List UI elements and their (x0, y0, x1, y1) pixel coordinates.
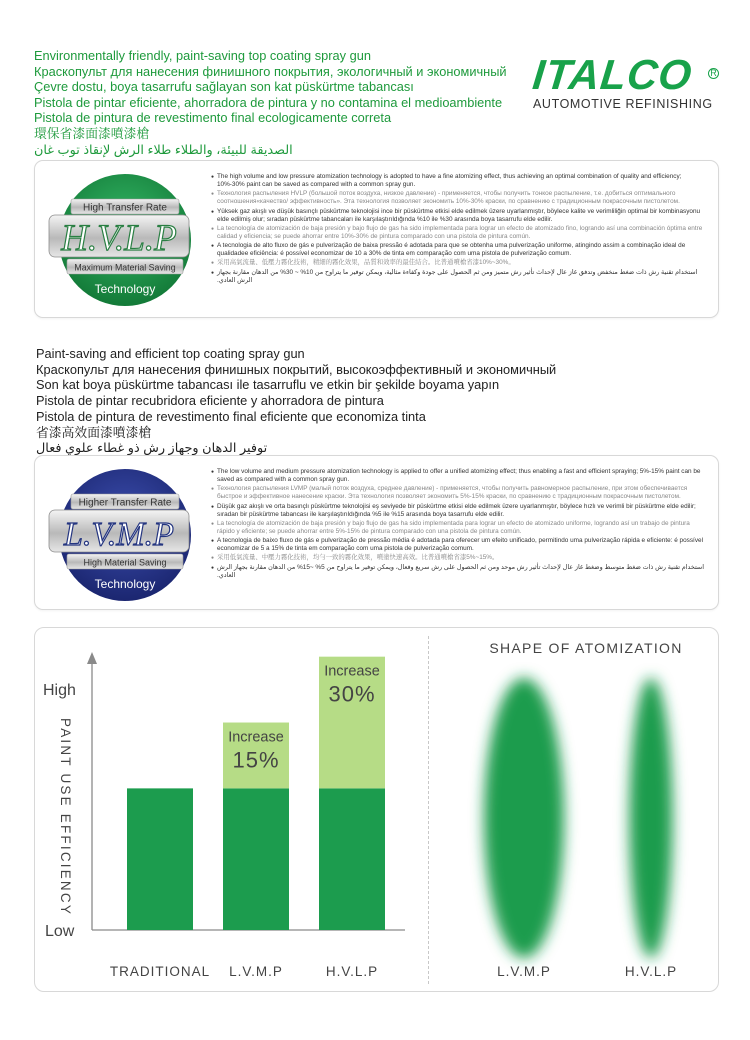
hvlp-badge-top: High Transfer Rate (83, 202, 167, 214)
bullet-tr: ● Yüksek gaz akışlı ve düşük basınçlı püskürtme teknolojisi ince bir püskürtme etkisi elde edilmek üzere uyarlanmıştır, böylece kalite ve verimliliğin optimal bir kombinasyonu elde edilmiş olur; sıradan püskürtme tabancaları ile karşılaştırıldığında %10 ile %30 arasında boya tasarrufu elde edilir. (211, 208, 709, 224)
heading-ru: Краскопульт для нанесения финишных покрытий, высокоэффективный и экономичный (36, 361, 557, 377)
bullet-pt: ● A tecnologia de alto fluxo de gás e pulverização de baixa pressão é adotada para que se obtenha uma pulverização uniforme, atingindo assim a combinação ideal de qualidadee eficiência: é possível economizar de 10 a 30% de tinta em comparação com uma pistola de pulverização comum. (211, 242, 709, 258)
heading-zh: 環保省漆面漆噴漆槍 (34, 125, 150, 141)
bullet-tr: ● Düşük gaz akışlı ve orta basınçlı püskürtme teknolojisi eş seviyede bir püskürtme etkisi elde edilmek üzere uyarlanmıştır, böylece hızlı ve verimli bir püskürtme elde edilir; sıradan bir püskürtme tabancası ile karşılaştırıldığında %5 ile %15 arasında boya tasarrufu elde edilir. (211, 503, 709, 519)
heading-ar: توفير الدهان وجهاز رش ذو غطاء علوي فعال (36, 440, 268, 456)
bullet-es: ● La tecnología de atomización de baja presión y bajo flujo de gas ha sido implementada para lograr un efecto de atomizado fino, logrando así una combinación óptima entre calidad y eficiencia; se puede ahorrar entre 10%-30% de pintura comparado con una pistola de pintura común. (211, 225, 709, 241)
lvmp-bullets (211, 468, 709, 581)
lvmp-badge-top: Higher Transfer Rate (78, 497, 172, 509)
hvlp-info-panel (34, 160, 719, 318)
increase-value-label: 15% (232, 747, 280, 773)
bullet-ar: ● استخدام تقنية رش ذات ضغط منخفض وتدفق غاز عال لإحداث تأثير رش متميز ومن ثم الحصول على جودة وكفاءة مثالية، ويمكن توفير ما يتراوح من 10% ~ 30% من الدهان مقارنة بجهاز الرش العادي. (211, 269, 709, 285)
bar-base-lvmp (223, 788, 289, 930)
bar-base-traditional (127, 788, 193, 930)
heading-ar: الصديقة للبيئة، والطلاء طلاء الرش لإنقاذ توب غان (34, 141, 293, 157)
logo-wordmark: ITALCO (530, 51, 695, 98)
heading-tr: Çevre dostu, boya tasarrufu sağlayan son kat püskürtme tabancası (34, 79, 414, 95)
lvmp-badge-mid: High Material Saving (83, 557, 167, 568)
lvmp-badge-main: L.V.M.P (64, 516, 174, 553)
bullet-zh: ● 采用高氣流量、低壓力霧化技術，精細的霧化效果，品質和效率的最佳結合。比普通噴槍省漆10%~30%。 (211, 259, 709, 267)
heading-pt: Pistola de pintura de revestimento final eficiente que economiza tinta (36, 408, 426, 424)
spray-pattern-lvmp (484, 678, 564, 958)
heading-en: Paint-saving and efficient top coating spray gun (36, 346, 305, 361)
increase-label: Increase (324, 663, 380, 680)
logo-tagline: AUTOMOTIVE REFINISHING (533, 97, 713, 111)
italco-logo (530, 51, 723, 115)
spray-pattern-label: H.V.L.P (624, 964, 678, 979)
x-tick-label: TRADITIONAL (109, 964, 211, 979)
bullet-es: ● La tecnología de atomización de baja presión y bajo flujo de gas ha sido implementada para lograr un efecto de atomizado uniforme, logrando así un trabajo de pintura rápido y eficiente; se puede ahorrar entre 5%-15% de pintura comparado con una pistola de pintura común. (211, 520, 709, 536)
atomization-title: SHAPE OF ATOMIZATION (489, 640, 683, 656)
heading-ru: Краскопульт для нанесения финишного покрытия, экологичный и экономичный (34, 63, 507, 79)
header-multilingual-2 (36, 346, 576, 456)
bullet-ar: ● استخدام تقنية رش ذات ضغط متوسط وضغط غاز عال لإحداث تأثير رش موحد ومن ثم الحصول على رش سريع وفعال، ويمكن توفير ما يتراوح من 5% ~15% من الدهان مقارنة بجهاز الرش العادي. (211, 564, 709, 580)
hvlp-badge-mid: Maximum Material Saving (74, 262, 176, 273)
lvmp-badge-bottom: Technology (94, 577, 156, 591)
y-tick-low: Low (45, 923, 75, 940)
heading-zh: 省漆高效面漆噴漆槍 (36, 424, 152, 440)
hvlp-badge-bottom: Technology (94, 282, 156, 296)
y-tick-high: High (43, 682, 76, 699)
bar-base-hvlp (319, 788, 385, 930)
heading-es: Pistola de pintar eficiente, ahorradora de pintura y no contamina el medioambiente (34, 94, 503, 110)
spray-pattern-label: L.V.M.P (497, 964, 551, 979)
heading-tr: Son kat boya püskürtme tabancası ile tasarruflu ve etkin bir şekilde boyama yapın (36, 377, 500, 393)
panel-divider (428, 636, 429, 984)
bullet-pt: ● A tecnologia de baixo fluxo de gás e pulverização de pressão média é adotada para oferecer um efeito unificado, permitindo uma pulverização rápida e eficiente: é possível economizar de 5 a 15% de tinta em comparação com uma pistola de pulverização comum. (211, 537, 709, 553)
registered-mark: R (708, 68, 719, 79)
lvmp-badge (35, 462, 205, 607)
heading-pt: Pistola de pintura de revestimento final ecologicamente correta (34, 110, 392, 126)
hvlp-badge-main: H.V.L.P (61, 218, 177, 259)
heading-es: Pistola de pintar recubridora eficiente y ahorradora de pintura (36, 393, 384, 409)
bullet-ru: ● Технология распыления LVMP (малый поток воздуха, среднее давление) - применяется, чтобы получить равномерное распыление, при этом обеспечивается быстрое и эффективное нанесение краски. Эта технология позволяет экономить 5%-15% краски, по сравнению с традиционным покрасочным пистолетом. (211, 485, 709, 501)
increase-label: Increase (228, 729, 284, 746)
efficiency-chart (35, 628, 720, 993)
increase-value-label: 30% (328, 681, 376, 707)
lvmp-info-panel (34, 455, 719, 610)
y-axis-arrow-icon (87, 652, 97, 664)
header-multilingual-1 (34, 48, 534, 157)
x-tick-label: L.V.M.P (229, 964, 283, 979)
heading-en: Environmentally friendly, paint-saving top coating spray gun (34, 48, 371, 63)
hvlp-bullets (211, 173, 709, 286)
y-axis-label: PAINT USE EFFICIENCY (58, 718, 73, 917)
x-tick-label: H.V.L.P (325, 964, 379, 979)
bullet-zh: ● 采用低氣流量、中壓力霧化技術，均勻一致的霧化效果，噴塗快速高效。比普通噴槍省漆5%~15%。 (211, 554, 709, 562)
bullet-en: ● The high volume and low pressure atomization technology is adopted to have a fine atomizing effect, thus achieving an optimal combination of quality and efficiency; 10%-30% paint can be saved as compared with a common spray gun. (211, 173, 709, 189)
bullet-en: ● The low volume and medium pressure atomization technology is applied to offer a unified atomizing effect; thus enabling a fast and efficient spraying; 5%-15% paint can be saved as compared with a common spray gun. (211, 468, 709, 484)
efficiency-chart-panel (34, 627, 719, 992)
bullet-ru: ● Технология распыления HVLP (большой поток воздуха, низкое давление) - применяется, чтобы получить тонкое распыление, т.е. добиться оптимального соотношения«качество/ эффективность». Эта технология позволяет экономить 10%-30% краски, по сравнению с традиционным покрасочным пистолетом. (211, 190, 709, 206)
spray-pattern-hvlp (629, 678, 672, 958)
hvlp-badge (35, 167, 205, 312)
